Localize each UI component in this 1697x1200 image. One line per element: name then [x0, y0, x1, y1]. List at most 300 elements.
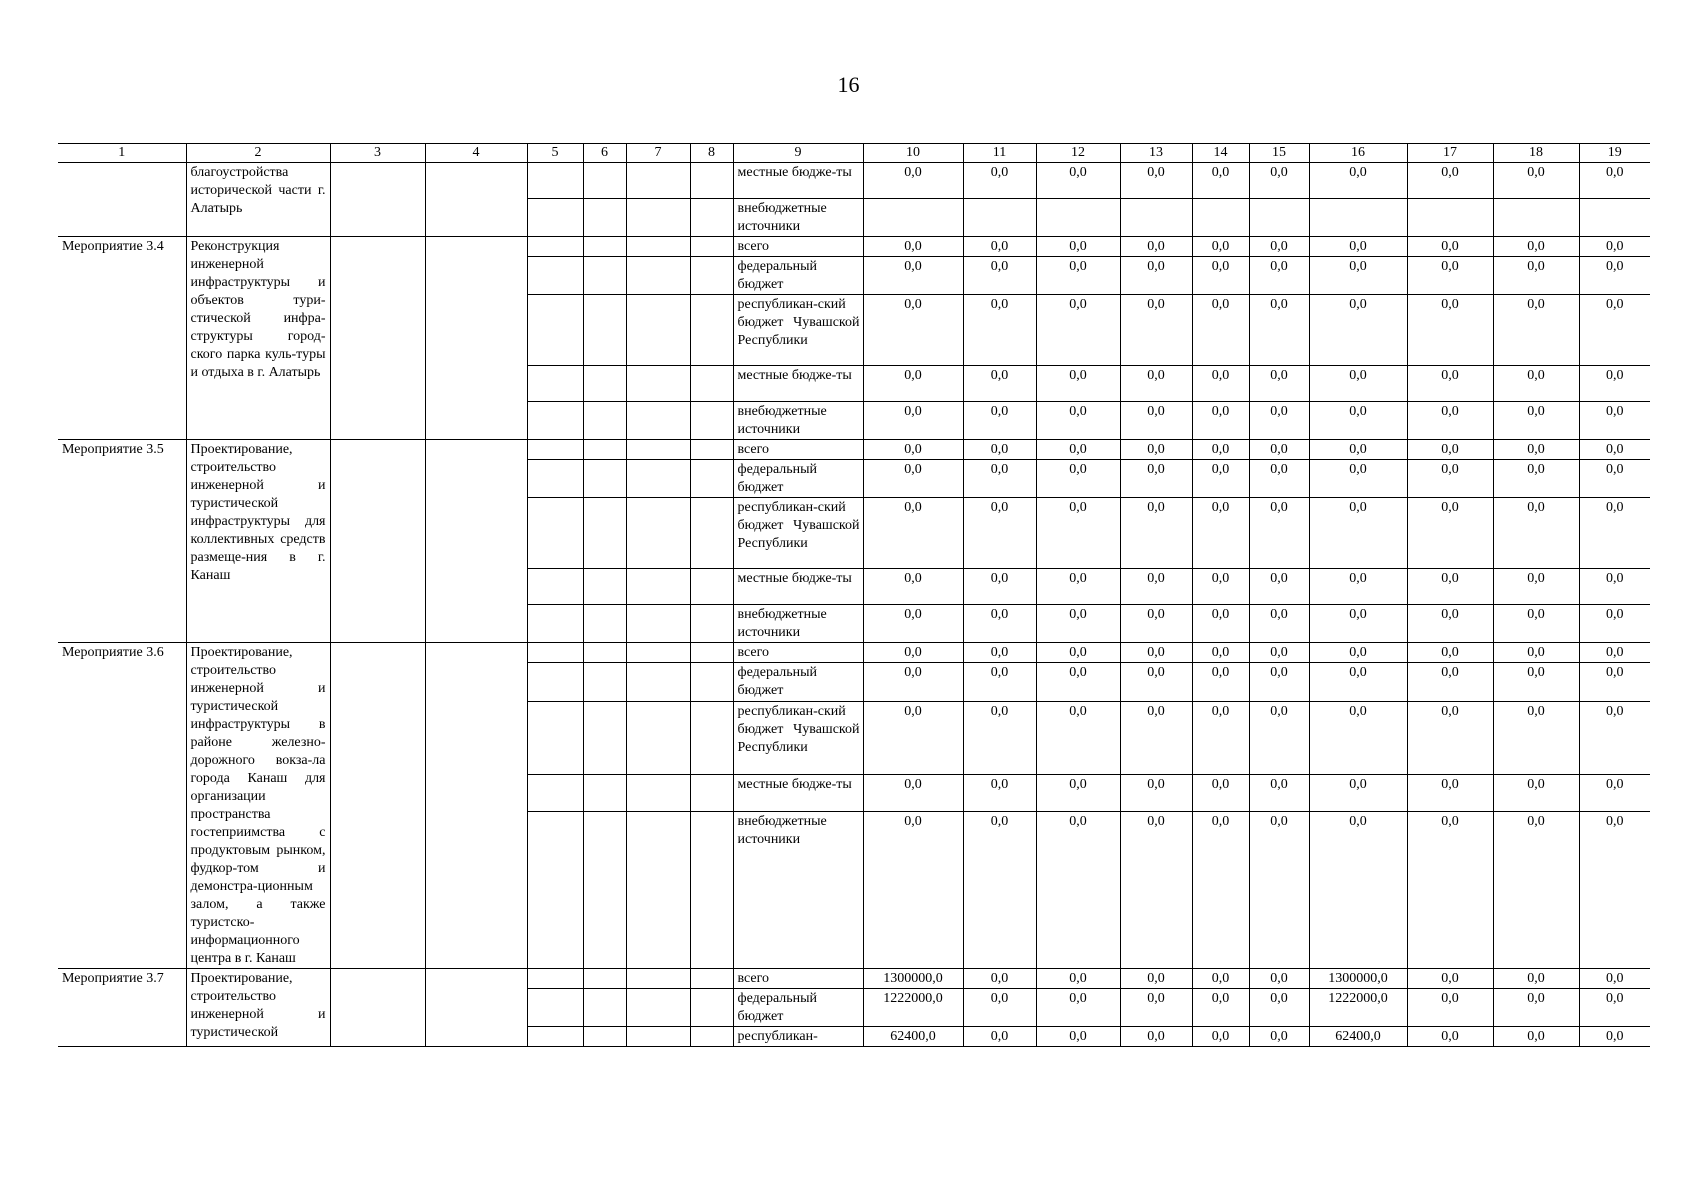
amount-cell: 0,0: [1249, 702, 1309, 775]
column-5-cell: [527, 237, 583, 257]
amount-cell: 0,0: [863, 163, 963, 199]
amount-cell: 0,0: [1579, 460, 1650, 498]
amount-cell: 0,0: [1249, 569, 1309, 605]
amount-cell: 0,0: [1579, 440, 1650, 460]
column-7-cell: [626, 163, 690, 199]
amount-cell: 0,0: [1192, 989, 1249, 1027]
column-8-cell: [690, 402, 733, 440]
amount-cell: 0,0: [1120, 811, 1192, 968]
amount-cell: 0,0: [1407, 366, 1493, 402]
column-8-cell: [690, 569, 733, 605]
column-7-cell: [626, 605, 690, 643]
amount-cell: 0,0: [1493, 440, 1579, 460]
amount-cell: 0,0: [963, 969, 1036, 989]
column-8-cell: [690, 643, 733, 663]
amount-cell: 0,0: [1036, 663, 1120, 702]
column-6-cell: [583, 989, 626, 1027]
amount-cell: 0,0: [1036, 257, 1120, 295]
amount-cell: 0,0: [1249, 366, 1309, 402]
column-7-cell: [626, 989, 690, 1027]
column-5-cell: [527, 199, 583, 237]
amount-cell: 0,0: [1120, 498, 1192, 569]
amount-cell: 0,0: [1249, 605, 1309, 643]
amount-cell: 0,0: [1036, 460, 1120, 498]
amount-cell: 0,0: [863, 237, 963, 257]
column-6-cell: [583, 969, 626, 989]
amount-cell: 0,0: [1120, 366, 1192, 402]
amount-cell: 0,0: [1249, 643, 1309, 663]
amount-cell: 0,0: [1120, 237, 1192, 257]
amount-cell: 0,0: [1407, 237, 1493, 257]
amount-cell: 0,0: [1249, 811, 1309, 968]
amount-cell: 0,0: [1579, 774, 1650, 811]
funding-source: республикан-ский бюджет Чувашской Республики: [733, 295, 863, 366]
measure-title: Реконструкция инженерной инфраструктуры и объектов тури-стической инфра-структуры город-ского парка куль-туры и отдыха в г. Алатырь: [186, 237, 330, 440]
amount-cell: 0,0: [863, 569, 963, 605]
column-7-cell: [626, 199, 690, 237]
amount-cell: 0,0: [1579, 811, 1650, 968]
funding-source: внебюджетные источники: [733, 811, 863, 968]
amount-cell: 0,0: [1036, 989, 1120, 1027]
amount-cell: 0,0: [863, 295, 963, 366]
column-7-cell: [626, 663, 690, 702]
column-4-cell: [425, 440, 527, 643]
amount-cell: 0,0: [1120, 402, 1192, 440]
amount-cell: 1222000,0: [863, 989, 963, 1027]
column-number-14: 14: [1192, 144, 1249, 163]
amount-cell: 0,0: [1493, 774, 1579, 811]
column-5-cell: [527, 969, 583, 989]
column-5-cell: [527, 774, 583, 811]
column-number-16: 16: [1309, 144, 1407, 163]
amount-cell: 0,0: [1036, 569, 1120, 605]
amount-cell: 0,0: [1036, 366, 1120, 402]
amount-cell: 0,0: [1192, 643, 1249, 663]
funding-source: местные бюдже-ты: [733, 774, 863, 811]
amount-cell: 0,0: [1036, 811, 1120, 968]
column-5-cell: [527, 295, 583, 366]
measure-title: благоустройства исторической части г. Алатырь: [186, 163, 330, 237]
column-number-5: 5: [527, 144, 583, 163]
column-8-cell: [690, 969, 733, 989]
amount-cell: 0,0: [1493, 237, 1579, 257]
funding-source: республикан-ский бюджет Чувашской Республики: [733, 498, 863, 569]
amount-cell: 0,0: [1249, 440, 1309, 460]
column-7-cell: [626, 1027, 690, 1047]
table-row: [58, 440, 1650, 460]
funding-source: федеральный бюджет: [733, 460, 863, 498]
amount-cell: 0,0: [1309, 811, 1407, 968]
amount-cell: 0,0: [1407, 702, 1493, 775]
measure-title: Проектирование, строительство инженерной и туристической: [186, 969, 330, 1047]
amount-cell: 0,0: [963, 605, 1036, 643]
amount-cell: 0,0: [1036, 163, 1120, 199]
column-8-cell: [690, 257, 733, 295]
amount-cell: 0,0: [863, 605, 963, 643]
column-3-cell: [330, 163, 425, 237]
amount-cell: 0,0: [1407, 605, 1493, 643]
amount-cell: 0,0: [963, 163, 1036, 199]
amount-cell: 0,0: [1192, 237, 1249, 257]
amount-cell: 0,0: [1407, 498, 1493, 569]
amount-cell: 0,0: [1493, 257, 1579, 295]
funding-source: федеральный бюджет: [733, 989, 863, 1027]
amount-cell: 0,0: [1249, 774, 1309, 811]
amount-cell: [1192, 199, 1249, 237]
amount-cell: 1300000,0: [1309, 969, 1407, 989]
amount-cell: 0,0: [863, 440, 963, 460]
page-number: 16: [837, 72, 860, 97]
amount-cell: 0,0: [1579, 498, 1650, 569]
column-7-cell: [626, 569, 690, 605]
column-6-cell: [583, 440, 626, 460]
amount-cell: 0,0: [1309, 163, 1407, 199]
table-row: [58, 643, 1650, 663]
measure-title: Проектирование, строительство инженерной и туристической инфраструктуры для коллективных средств размеще-ния в г. Канаш: [186, 440, 330, 643]
amount-cell: 0,0: [1192, 295, 1249, 366]
amount-cell: 0,0: [1249, 295, 1309, 366]
amount-cell: 0,0: [1309, 402, 1407, 440]
amount-cell: 0,0: [1579, 989, 1650, 1027]
table-header-row: [58, 144, 1650, 163]
column-4-cell: [425, 643, 527, 969]
amount-cell: 0,0: [1036, 1027, 1120, 1047]
amount-cell: 0,0: [1579, 643, 1650, 663]
amount-cell: 0,0: [1036, 643, 1120, 663]
column-3-cell: [330, 440, 425, 643]
column-number-7: 7: [626, 144, 690, 163]
amount-cell: 0,0: [1249, 257, 1309, 295]
amount-cell: 0,0: [1309, 774, 1407, 811]
column-number-19: 19: [1579, 144, 1650, 163]
column-8-cell: [690, 811, 733, 968]
amount-cell: 0,0: [963, 366, 1036, 402]
amount-cell: 0,0: [1579, 1027, 1650, 1047]
column-number-1: 1: [58, 144, 186, 163]
column-number-11: 11: [963, 144, 1036, 163]
amount-cell: 0,0: [1309, 460, 1407, 498]
amount-cell: 0,0: [1407, 460, 1493, 498]
amount-cell: 0,0: [1407, 969, 1493, 989]
funding-source: федеральный бюджет: [733, 663, 863, 702]
column-5-cell: [527, 163, 583, 199]
amount-cell: 0,0: [963, 257, 1036, 295]
amount-cell: 0,0: [1120, 1027, 1192, 1047]
amount-cell: 0,0: [1493, 969, 1579, 989]
funding-source: внебюджетные источники: [733, 199, 863, 237]
measure-label: Мероприятие 3.4: [58, 237, 186, 440]
amount-cell: 0,0: [1192, 440, 1249, 460]
budget-table: [58, 143, 1650, 1047]
amount-cell: 0,0: [1493, 366, 1579, 402]
amount-cell: 0,0: [1407, 440, 1493, 460]
amount-cell: 0,0: [1579, 163, 1650, 199]
amount-cell: 0,0: [963, 1027, 1036, 1047]
amount-cell: 0,0: [1579, 969, 1650, 989]
amount-cell: 0,0: [1493, 295, 1579, 366]
amount-cell: 0,0: [1579, 663, 1650, 702]
measure-label: Мероприятие 3.6: [58, 643, 186, 969]
column-5-cell: [527, 402, 583, 440]
column-7-cell: [626, 257, 690, 295]
amount-cell: 0,0: [1192, 1027, 1249, 1047]
column-6-cell: [583, 366, 626, 402]
amount-cell: 62400,0: [1309, 1027, 1407, 1047]
column-7-cell: [626, 774, 690, 811]
amount-cell: 0,0: [1309, 257, 1407, 295]
column-5-cell: [527, 702, 583, 775]
column-8-cell: [690, 295, 733, 366]
column-6-cell: [583, 163, 626, 199]
amount-cell: 0,0: [863, 366, 963, 402]
amount-cell: 0,0: [963, 402, 1036, 440]
column-number-17: 17: [1407, 144, 1493, 163]
column-6-cell: [583, 605, 626, 643]
amount-cell: 0,0: [963, 643, 1036, 663]
amount-cell: 0,0: [1249, 163, 1309, 199]
column-7-cell: [626, 643, 690, 663]
amount-cell: 0,0: [863, 402, 963, 440]
amount-cell: [1249, 199, 1309, 237]
column-6-cell: [583, 1027, 626, 1047]
amount-cell: 0,0: [1407, 295, 1493, 366]
amount-cell: 0,0: [963, 460, 1036, 498]
column-8-cell: [690, 163, 733, 199]
column-8-cell: [690, 237, 733, 257]
amount-cell: 0,0: [1249, 498, 1309, 569]
funding-source: всего: [733, 969, 863, 989]
amount-cell: 1300000,0: [863, 969, 963, 989]
amount-cell: 0,0: [1309, 295, 1407, 366]
column-7-cell: [626, 702, 690, 775]
amount-cell: 0,0: [1493, 989, 1579, 1027]
amount-cell: 0,0: [1120, 163, 1192, 199]
amount-cell: 0,0: [963, 237, 1036, 257]
column-8-cell: [690, 774, 733, 811]
amount-cell: 0,0: [1407, 663, 1493, 702]
amount-cell: 0,0: [1036, 969, 1120, 989]
amount-cell: 0,0: [1192, 366, 1249, 402]
column-5-cell: [527, 605, 583, 643]
amount-cell: 0,0: [963, 498, 1036, 569]
amount-cell: 0,0: [1407, 811, 1493, 968]
column-number-2: 2: [186, 144, 330, 163]
funding-source: всего: [733, 440, 863, 460]
column-8-cell: [690, 498, 733, 569]
table-row: [58, 969, 1650, 989]
funding-source: местные бюдже-ты: [733, 366, 863, 402]
amount-cell: [863, 199, 963, 237]
column-4-cell: [425, 163, 527, 237]
amount-cell: 0,0: [1192, 969, 1249, 989]
column-8-cell: [690, 460, 733, 498]
amount-cell: 0,0: [1192, 811, 1249, 968]
amount-cell: 0,0: [1309, 643, 1407, 663]
amount-cell: 0,0: [963, 569, 1036, 605]
amount-cell: 0,0: [963, 663, 1036, 702]
amount-cell: 0,0: [863, 663, 963, 702]
amount-cell: 0,0: [1249, 969, 1309, 989]
amount-cell: 0,0: [863, 811, 963, 968]
column-5-cell: [527, 460, 583, 498]
amount-cell: 0,0: [1249, 1027, 1309, 1047]
amount-cell: 0,0: [1192, 402, 1249, 440]
amount-cell: 0,0: [1192, 460, 1249, 498]
column-6-cell: [583, 643, 626, 663]
amount-cell: 0,0: [1192, 569, 1249, 605]
column-number-15: 15: [1249, 144, 1309, 163]
amount-cell: 0,0: [1036, 498, 1120, 569]
amount-cell: 0,0: [963, 295, 1036, 366]
column-8-cell: [690, 1027, 733, 1047]
amount-cell: 0,0: [1192, 163, 1249, 199]
column-8-cell: [690, 366, 733, 402]
amount-cell: 0,0: [963, 811, 1036, 968]
column-7-cell: [626, 811, 690, 968]
amount-cell: [1493, 199, 1579, 237]
amount-cell: 0,0: [1579, 569, 1650, 605]
amount-cell: 0,0: [1120, 969, 1192, 989]
amount-cell: 0,0: [863, 643, 963, 663]
funding-source: внебюджетные источники: [733, 605, 863, 643]
amount-cell: 0,0: [1192, 702, 1249, 775]
amount-cell: 0,0: [1407, 569, 1493, 605]
column-number-3: 3: [330, 144, 425, 163]
amount-cell: 0,0: [1120, 663, 1192, 702]
column-5-cell: [527, 1027, 583, 1047]
amount-cell: 0,0: [1249, 663, 1309, 702]
amount-cell: 0,0: [1036, 440, 1120, 460]
column-7-cell: [626, 498, 690, 569]
column-7-cell: [626, 402, 690, 440]
amount-cell: 0,0: [1036, 702, 1120, 775]
measure-label: Мероприятие 3.7: [58, 969, 186, 1047]
column-6-cell: [583, 295, 626, 366]
amount-cell: [1036, 199, 1120, 237]
column-5-cell: [527, 643, 583, 663]
amount-cell: 0,0: [1493, 569, 1579, 605]
amount-cell: 0,0: [1579, 237, 1650, 257]
amount-cell: 0,0: [863, 774, 963, 811]
column-5-cell: [527, 257, 583, 295]
amount-cell: 0,0: [863, 498, 963, 569]
amount-cell: 0,0: [1249, 402, 1309, 440]
amount-cell: 0,0: [1249, 237, 1309, 257]
amount-cell: 0,0: [1309, 663, 1407, 702]
column-number-8: 8: [690, 144, 733, 163]
column-number-6: 6: [583, 144, 626, 163]
column-8-cell: [690, 199, 733, 237]
amount-cell: [1120, 199, 1192, 237]
amount-cell: 0,0: [1579, 366, 1650, 402]
column-3-cell: [330, 237, 425, 440]
column-8-cell: [690, 989, 733, 1027]
amount-cell: 0,0: [963, 702, 1036, 775]
column-6-cell: [583, 237, 626, 257]
funding-source: местные бюдже-ты: [733, 163, 863, 199]
column-3-cell: [330, 643, 425, 969]
funding-source: местные бюдже-ты: [733, 569, 863, 605]
amount-cell: 0,0: [1120, 440, 1192, 460]
amount-cell: 0,0: [1309, 366, 1407, 402]
column-6-cell: [583, 774, 626, 811]
amount-cell: 0,0: [1407, 163, 1493, 199]
table-row: [58, 237, 1650, 257]
funding-source: федеральный бюджет: [733, 257, 863, 295]
amount-cell: 0,0: [1249, 460, 1309, 498]
column-6-cell: [583, 402, 626, 440]
amount-cell: 0,0: [1407, 257, 1493, 295]
column-number-12: 12: [1036, 144, 1120, 163]
column-5-cell: [527, 811, 583, 968]
column-6-cell: [583, 663, 626, 702]
column-8-cell: [690, 605, 733, 643]
amount-cell: [1407, 199, 1493, 237]
amount-cell: 0,0: [1192, 663, 1249, 702]
amount-cell: 0,0: [1120, 989, 1192, 1027]
amount-cell: [1579, 199, 1650, 237]
column-8-cell: [690, 702, 733, 775]
table-row: [58, 163, 1650, 199]
amount-cell: 0,0: [1493, 460, 1579, 498]
amount-cell: 0,0: [1309, 237, 1407, 257]
amount-cell: 0,0: [863, 702, 963, 775]
column-number-4: 4: [425, 144, 527, 163]
column-4-cell: [425, 969, 527, 1047]
amount-cell: 0,0: [1579, 295, 1650, 366]
column-5-cell: [527, 498, 583, 569]
amount-cell: 0,0: [1036, 774, 1120, 811]
funding-source: республикан-ский бюджет Чувашской Республики: [733, 702, 863, 775]
amount-cell: 0,0: [1493, 811, 1579, 968]
amount-cell: 0,0: [1036, 402, 1120, 440]
amount-cell: 0,0: [863, 257, 963, 295]
column-7-cell: [626, 969, 690, 989]
column-5-cell: [527, 989, 583, 1027]
amount-cell: 0,0: [1493, 1027, 1579, 1047]
amount-cell: 0,0: [1120, 460, 1192, 498]
amount-cell: 0,0: [1309, 569, 1407, 605]
column-5-cell: [527, 569, 583, 605]
column-6-cell: [583, 199, 626, 237]
column-number-9: 9: [733, 144, 863, 163]
amount-cell: 0,0: [963, 774, 1036, 811]
amount-cell: 0,0: [1192, 257, 1249, 295]
amount-cell: 0,0: [1192, 605, 1249, 643]
amount-cell: 0,0: [1407, 989, 1493, 1027]
amount-cell: 0,0: [863, 460, 963, 498]
measure-label: Мероприятие 3.5: [58, 440, 186, 643]
amount-cell: 0,0: [1407, 1027, 1493, 1047]
column-number-18: 18: [1493, 144, 1579, 163]
column-5-cell: [527, 440, 583, 460]
amount-cell: [1309, 199, 1407, 237]
amount-cell: 0,0: [1493, 643, 1579, 663]
amount-cell: 0,0: [1192, 498, 1249, 569]
column-6-cell: [583, 460, 626, 498]
amount-cell: 0,0: [1493, 498, 1579, 569]
amount-cell: 0,0: [1120, 605, 1192, 643]
amount-cell: 0,0: [1120, 643, 1192, 663]
amount-cell: 0,0: [1309, 702, 1407, 775]
amount-cell: 0,0: [1120, 774, 1192, 811]
amount-cell: 0,0: [1579, 257, 1650, 295]
column-7-cell: [626, 460, 690, 498]
column-5-cell: [527, 663, 583, 702]
column-6-cell: [583, 498, 626, 569]
amount-cell: 0,0: [1493, 163, 1579, 199]
amount-cell: 1222000,0: [1309, 989, 1407, 1027]
